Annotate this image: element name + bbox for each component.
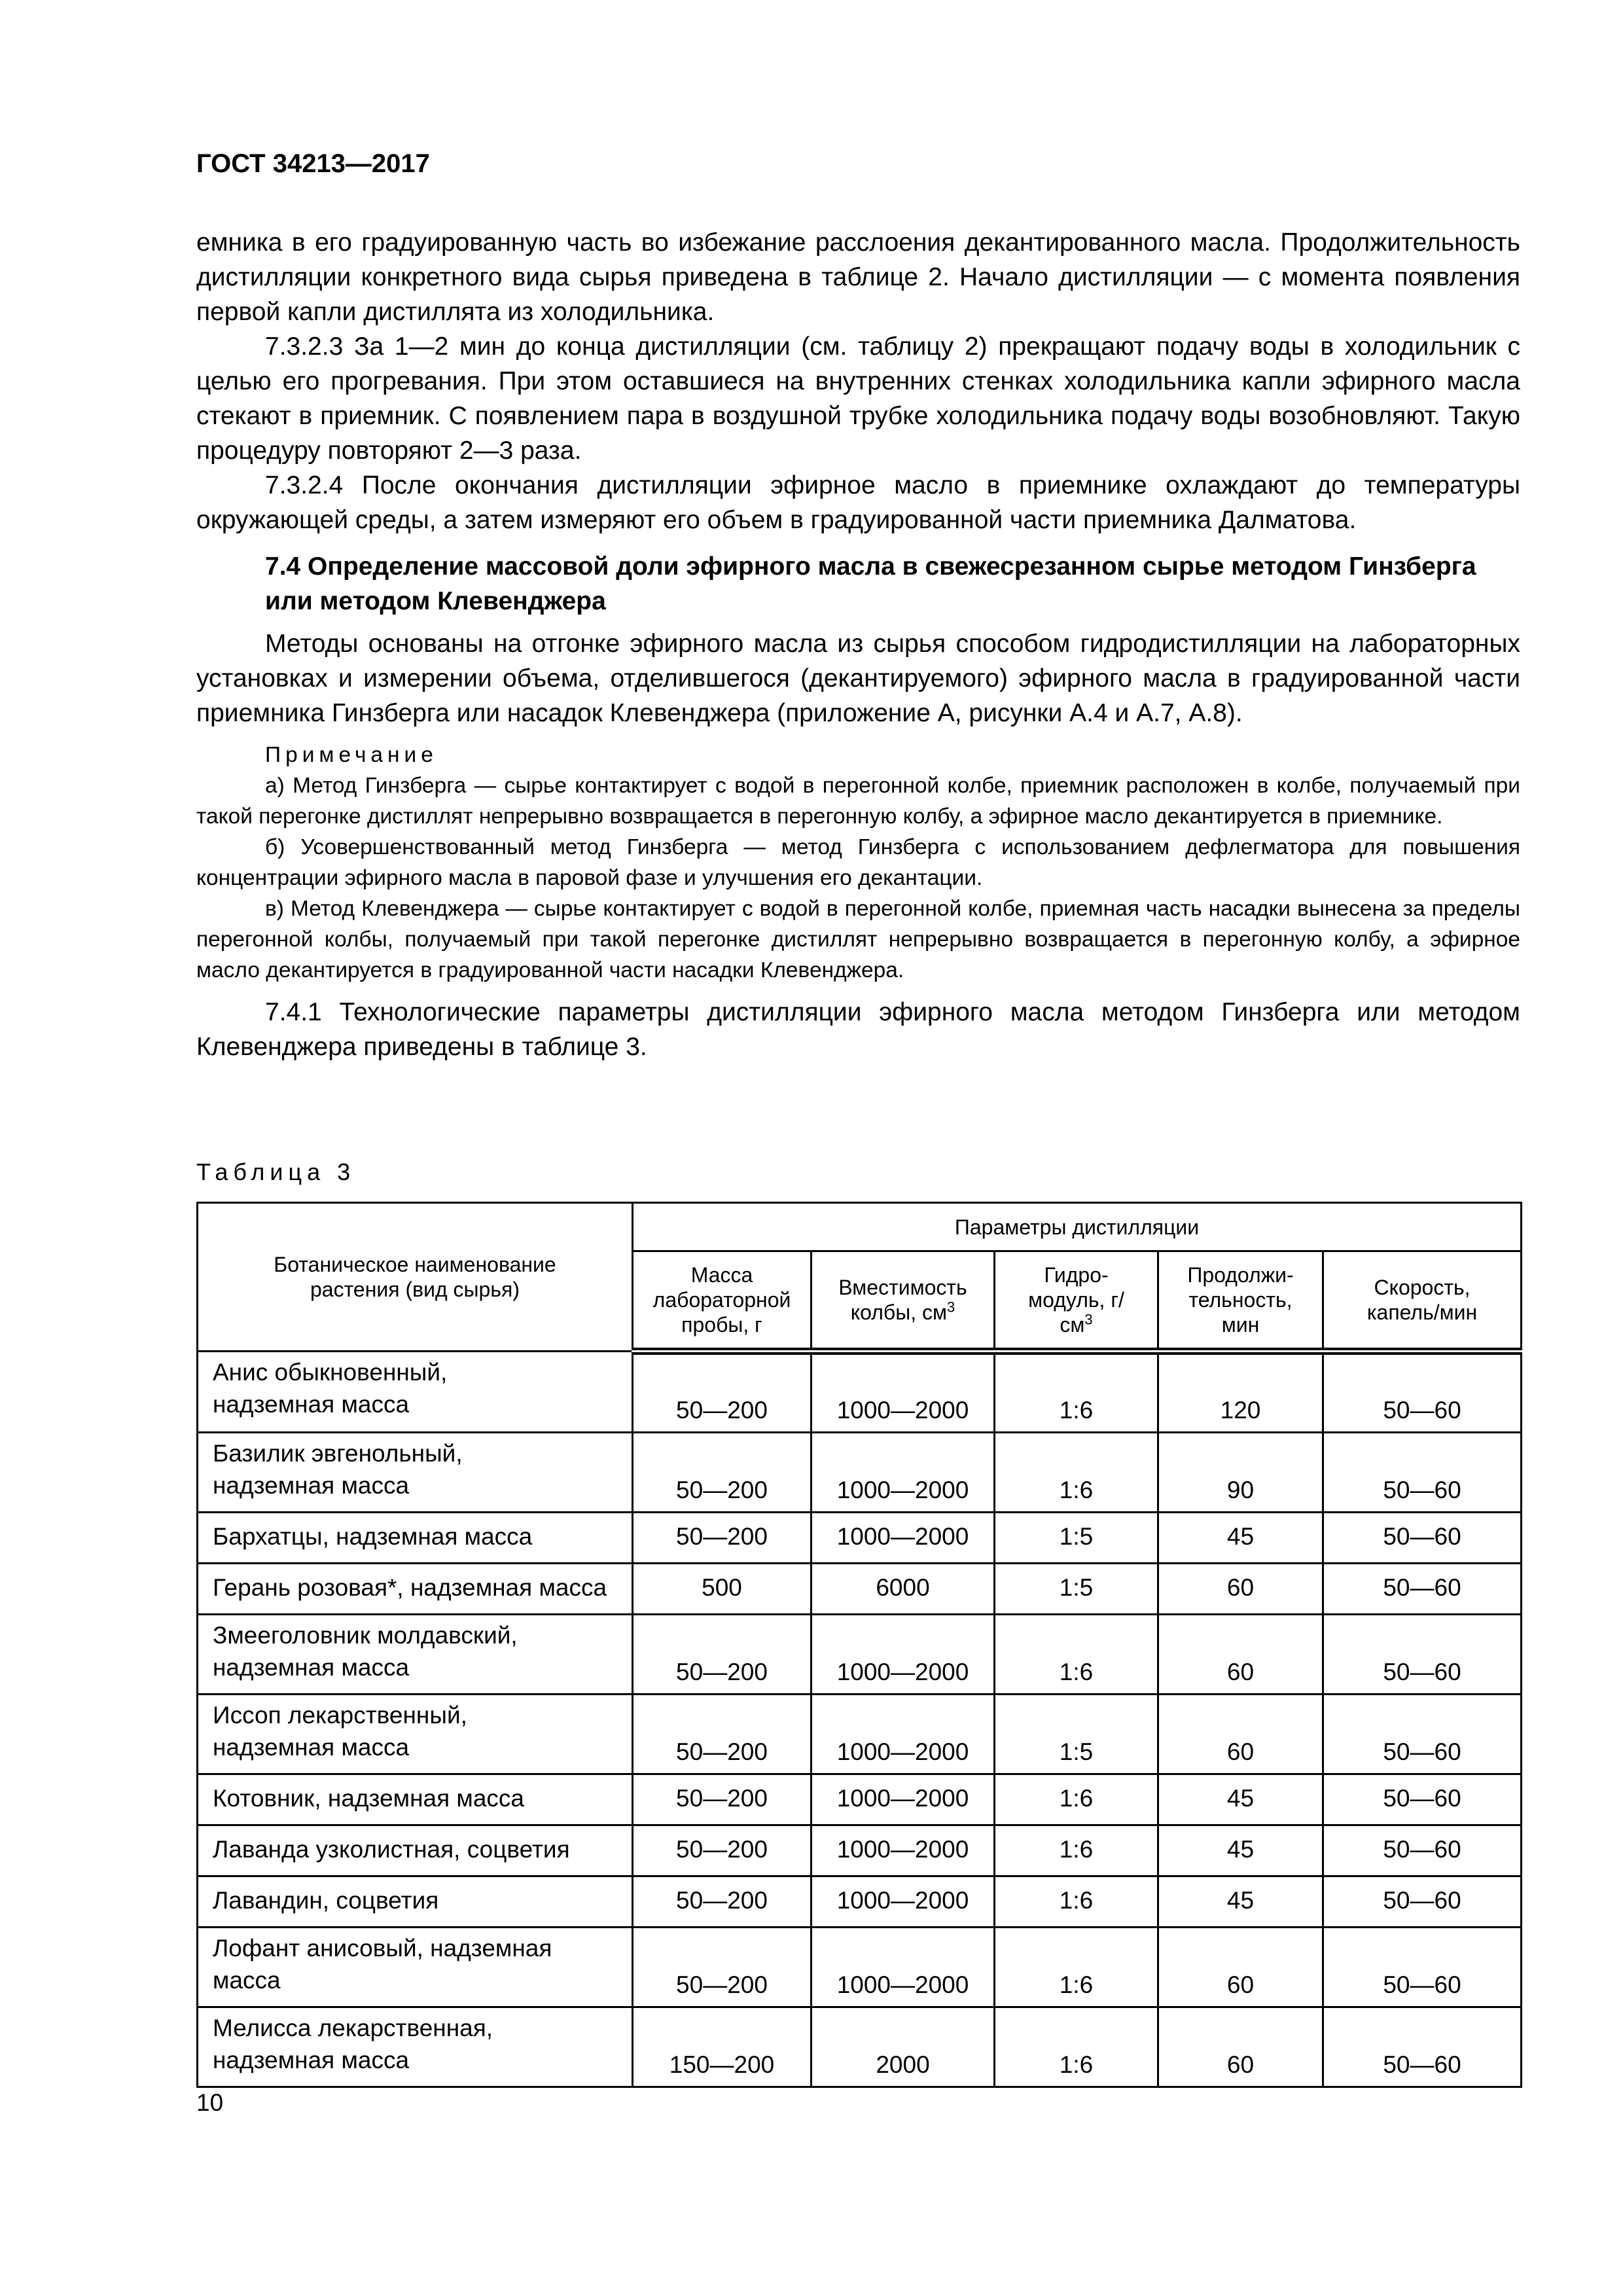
plant-name-cell: Иссоп лекарственный, надземная масса — [198, 1695, 633, 1774]
value-cell: 45 — [1158, 1513, 1323, 1564]
distillation-parameters-table — [196, 1202, 1522, 2088]
col-header-volume — [812, 1251, 995, 1352]
value-cell: 50—60 — [1323, 1928, 1522, 2007]
value-cell: 50—200 — [633, 1352, 812, 1433]
value-cell: 50—60 — [1323, 1615, 1522, 1695]
col-header-hydromodule — [995, 1251, 1158, 1352]
plant-name-cell: Лаванда узколистная, соцветия — [198, 1825, 633, 1876]
paragraph-7-3-2-3: 7.3.2.3 За 1—2 мин до конца дистилляции (см. таблицу 2) прекращают подачу воды в холодильник с целью его прогревания. При этом оставшиеся на внутренних стенках холодильника капли эфирного масла стекают в приемник. С появлением пара в воздушной трубке холодильника подачу воды возобновляют. Такую процедуру повторяют 2—3 раза. — [196, 332, 1520, 465]
col-header-name: Ботаническое наименование растения (вид сырья) — [198, 1203, 633, 1352]
value-cell: 60 — [1158, 2007, 1323, 2087]
value-cell: 1:6 — [995, 1615, 1158, 1695]
value-cell: 50—200 — [633, 1433, 812, 1513]
value-cell: 1:6 — [995, 1825, 1158, 1876]
body-text — [196, 225, 1520, 1064]
plant-name-cell: Котовник, надземная масса — [198, 1774, 633, 1825]
paragraph-methods: Методы основаны на отгонке эфирного масла из сырья способом гидродистилляции на лабораторных установках и измерении объема, отделившегося (декантируемого) эфирного масла в градуированной части приемника Гинзберга или насадок Клевенджера (приложение А, рисунки А.4 и А.7, А.8). — [196, 630, 1520, 727]
plant-name-cell: Базилик эвгенольный, надземная масса — [198, 1433, 633, 1513]
value-cell: 2000 — [812, 2007, 995, 2087]
value-cell: 50—60 — [1323, 1564, 1522, 1615]
value-cell: 1:5 — [995, 1564, 1158, 1615]
value-cell: 1:6 — [995, 1774, 1158, 1825]
value-cell: 1000—2000 — [812, 1695, 995, 1774]
value-cell: 1:6 — [995, 1928, 1158, 2007]
plant-name-cell: Мелисса лекарственная, надземная масса — [198, 2007, 633, 2087]
value-cell: 1:6 — [995, 1876, 1158, 1928]
paragraph-7-4-1: 7.4.1 Технологические параметры дистилляции эфирного масла методом Гинзберга или методом Клевенджера приведены в таблице 3. — [196, 998, 1520, 1061]
value-cell: 50—60 — [1323, 1513, 1522, 1564]
value-cell: 50—200 — [633, 1695, 812, 1774]
plant-name-cell: Анис обыкновенный, надземная масса — [198, 1352, 633, 1433]
value-cell: 50—60 — [1323, 1774, 1522, 1825]
value-cell: 90 — [1158, 1433, 1323, 1513]
value-cell: 1000—2000 — [812, 1352, 995, 1433]
value-cell: 1:6 — [995, 1352, 1158, 1433]
value-cell: 50—60 — [1323, 1433, 1522, 1513]
note-a: а) Метод Гинзберга — сырье контактирует с водой в перегонной колбе, приемник расположен в колбе, получаемый при такой перегонке дистиллят непрерывно возвращается в перегонную колбу, а эфирное масло декантируется в приемнике. — [196, 774, 1520, 829]
table-row — [198, 1825, 1522, 1876]
table-row — [198, 1876, 1522, 1928]
value-cell: 1000—2000 — [812, 1928, 995, 2007]
value-cell: 1000—2000 — [812, 1825, 995, 1876]
value-cell: 45 — [1158, 1825, 1323, 1876]
value-cell: 45 — [1158, 1774, 1323, 1825]
col-header-volume-label: Вместимость колбы, см — [838, 1276, 967, 1324]
col-group-header: Параметры дистилляции — [633, 1203, 1522, 1251]
note-b: б) Усовершенствованный метод Гинзберга — метод Гинзберга с использованием дефлегматора для повышения концентрации эфирного масла в паровой фазе и улучшения его декантации. — [196, 835, 1520, 890]
value-cell: 50—60 — [1323, 1695, 1522, 1774]
paragraph: емника в его градуированную часть во избежание расслоения декантированного масла. Продолжительность дистилляции конкретного вида сырья приведена в таблице 2. Начало дистилляции — с момента появления первой капли дистиллята из холодильника. — [196, 228, 1520, 326]
value-cell: 1:5 — [995, 1513, 1158, 1564]
value-cell: 1000—2000 — [812, 1433, 995, 1513]
value-cell: 50—60 — [1323, 1876, 1522, 1928]
section-heading-7-4: 7.4 Определение массовой доли эфирного масла в свежесрезанном сырье методом Гинзберга или методом Клевенджера — [265, 552, 1476, 615]
table-row — [198, 1615, 1522, 1695]
value-cell: 60 — [1158, 1695, 1323, 1774]
table-row — [198, 1695, 1522, 1774]
plant-name-cell: Лавандин, соцветия — [198, 1876, 633, 1928]
value-cell: 50—60 — [1323, 1825, 1522, 1876]
table-row — [198, 1352, 1522, 1433]
value-cell: 60 — [1158, 1564, 1323, 1615]
table-row — [198, 1928, 1522, 2007]
paragraph-7-3-2-4: 7.3.2.4 После окончания дистилляции эфирное масло в приемнике охлаждают до температуры окружающей среды, а затем измеряют его объем в градуированной части приемника Далматова. — [196, 471, 1520, 534]
value-cell: 60 — [1158, 1928, 1323, 2007]
col-header-mass: Масса лабораторной пробы, г — [633, 1251, 812, 1352]
value-cell: 1000—2000 — [812, 1615, 995, 1695]
value-cell: 1:6 — [995, 1433, 1158, 1513]
value-cell: 50—200 — [633, 1928, 812, 2007]
value-cell: 50—200 — [633, 1615, 812, 1695]
superscript: 3 — [946, 1299, 955, 1316]
value-cell: 50—200 — [633, 1876, 812, 1928]
col-header-duration: Продолжи-тельность, мин — [1158, 1251, 1323, 1352]
page-number: 10 — [196, 2089, 224, 2116]
value-cell: 1000—2000 — [812, 1876, 995, 1928]
table-row — [198, 1513, 1522, 1564]
superscript: 3 — [1084, 1311, 1093, 1328]
table-row — [198, 2007, 1522, 2087]
table-body — [198, 1352, 1522, 2087]
value-cell: 50—200 — [633, 1825, 812, 1876]
value-cell: 150—200 — [633, 2007, 812, 2087]
document-header: ГОСТ 34213—2017 — [196, 149, 430, 178]
value-cell: 50—200 — [633, 1513, 812, 1564]
table-row — [198, 1433, 1522, 1513]
value-cell: 500 — [633, 1564, 812, 1615]
value-cell: 45 — [1158, 1876, 1323, 1928]
value-cell: 1:6 — [995, 2007, 1158, 2087]
col-header-hydromodule-label: Гидро-модуль, г/см — [1028, 1263, 1124, 1336]
note-c: в) Метод Клевенджера — сырье контактирует с водой в перегонной колбе, приемная часть насадки вынесена за пределы перегонной колбы, получаемый при такой перегонке дистиллят непрерывно возвращается в перегонную колбу, а эфирное масло декантируется в градуированной части насадки Клевенджера. — [196, 897, 1520, 982]
value-cell: 6000 — [812, 1564, 995, 1615]
plant-name-cell: Лофант анисовый, надземная масса — [198, 1928, 633, 2007]
value-cell: 50—60 — [1323, 2007, 1522, 2087]
col-header-speed: Скорость, капель/мин — [1323, 1251, 1522, 1352]
note-title: Примечание — [265, 743, 438, 767]
plant-name-cell: Бархатцы, надземная масса — [198, 1513, 633, 1564]
table-row — [198, 1774, 1522, 1825]
value-cell: 1000—2000 — [812, 1774, 995, 1825]
value-cell: 1:5 — [995, 1695, 1158, 1774]
plant-name-cell: Змееголовник молдавский, надземная масса — [198, 1615, 633, 1695]
plant-name-cell: Герань розовая*, надземная масса — [198, 1564, 633, 1615]
value-cell: 1000—2000 — [812, 1513, 995, 1564]
value-cell: 50—60 — [1323, 1352, 1522, 1433]
table-row — [198, 1564, 1522, 1615]
table-caption: Таблица 3 — [196, 1158, 356, 1185]
value-cell: 50—200 — [633, 1774, 812, 1825]
value-cell: 120 — [1158, 1352, 1323, 1433]
value-cell: 60 — [1158, 1615, 1323, 1695]
